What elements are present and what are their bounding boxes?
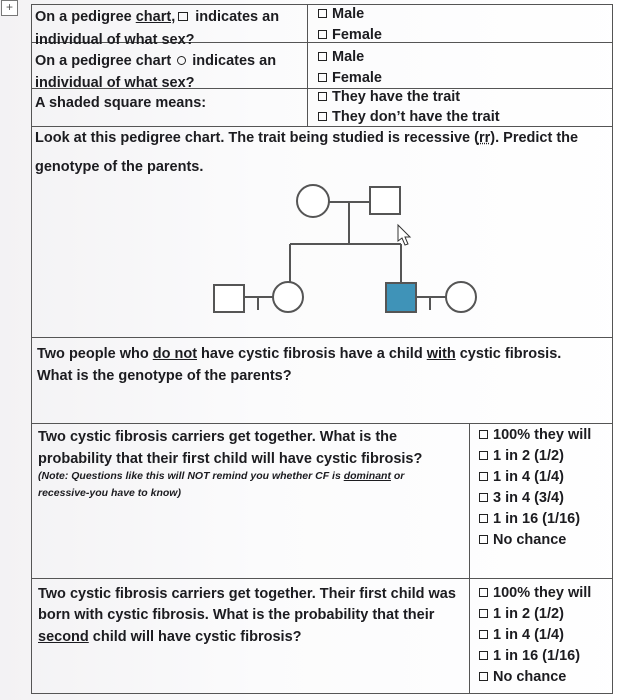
male-in-law-square <box>214 285 244 312</box>
q1-text-b: indicates an <box>191 9 280 25</box>
q6-question: Two cystic fibrosis carriers get together. What is the <box>38 429 398 445</box>
q6-option[interactable]: 1 in 2 (1/2) <box>479 446 564 467</box>
female-in-law-circle <box>446 282 476 312</box>
q4-question: Look at this pedigree chart. The trait being studied is recessive (rr). Predict the <box>35 130 579 146</box>
q1-text-a: On a pedigree <box>35 9 136 25</box>
q6-option[interactable]: 1 in 16 (1/16) <box>479 509 580 530</box>
q1-chart-link: chart, <box>135 9 176 25</box>
shaded-son-square <box>386 283 416 312</box>
q6-note: (Note: Questions like this will NOT remind you whether CF is dominant or <box>38 470 405 482</box>
q7-question-line3: second child will have cystic fibrosis? <box>38 629 302 645</box>
grandfather-square <box>370 187 400 214</box>
q7-option[interactable]: 1 in 4 (1/4) <box>479 625 564 646</box>
q3-option-have-trait[interactable]: They have the trait <box>318 87 460 108</box>
q7-option[interactable]: 100% they will <box>479 583 591 604</box>
q7-option[interactable]: 1 in 16 (1/16) <box>479 646 580 667</box>
q6-option[interactable]: 100% they will <box>479 425 591 446</box>
q1-question-line2: individual of what sex? <box>35 32 195 48</box>
q7-option[interactable]: 1 in 2 (1/2) <box>479 604 564 625</box>
q2-question-line2: individual of what sex? <box>35 75 195 91</box>
grandmother-circle <box>297 185 329 217</box>
q7-question: Two cystic fibrosis carriers get together. Their first child was <box>38 586 456 602</box>
q2-option-female[interactable]: Female <box>318 68 382 89</box>
q1-option-female[interactable]: Female <box>318 25 382 46</box>
q7-question-line2: born with cystic fibrosis. What is the probability that their <box>38 607 435 623</box>
q4-question-line2: genotype of the parents. <box>35 159 204 175</box>
q5-question-line2: What is the genotype of the parents? <box>37 368 292 384</box>
cursor-icon <box>398 225 410 245</box>
table-move-handle[interactable]: + <box>1 0 18 16</box>
q1-option-male[interactable]: Male <box>318 4 364 25</box>
q2-option-male[interactable]: Male <box>318 47 364 68</box>
q3-question: A shaded square means: <box>35 95 207 111</box>
q2-question: On a pedigree chart indicates an <box>35 53 277 69</box>
q6-option[interactable]: 3 in 4 (3/4) <box>479 488 564 509</box>
q6-note-line2: recessive-you have to know) <box>38 487 181 499</box>
q3-option-not-have-trait[interactable]: They don’t have the trait <box>318 107 500 128</box>
q7-option[interactable]: No chance <box>479 667 566 688</box>
q6-option[interactable]: No chance <box>479 530 566 551</box>
rr-genotype: rr <box>478 130 491 146</box>
q6-question-line2: probability that their first child will have cystic fibrosis? <box>38 451 423 467</box>
q5-question: Two people who do not have cystic fibrosis have a child with cystic fibrosis. <box>37 346 562 362</box>
q6-option[interactable]: 1 in 4 (1/4) <box>479 467 564 488</box>
daughter-circle <box>273 282 303 312</box>
